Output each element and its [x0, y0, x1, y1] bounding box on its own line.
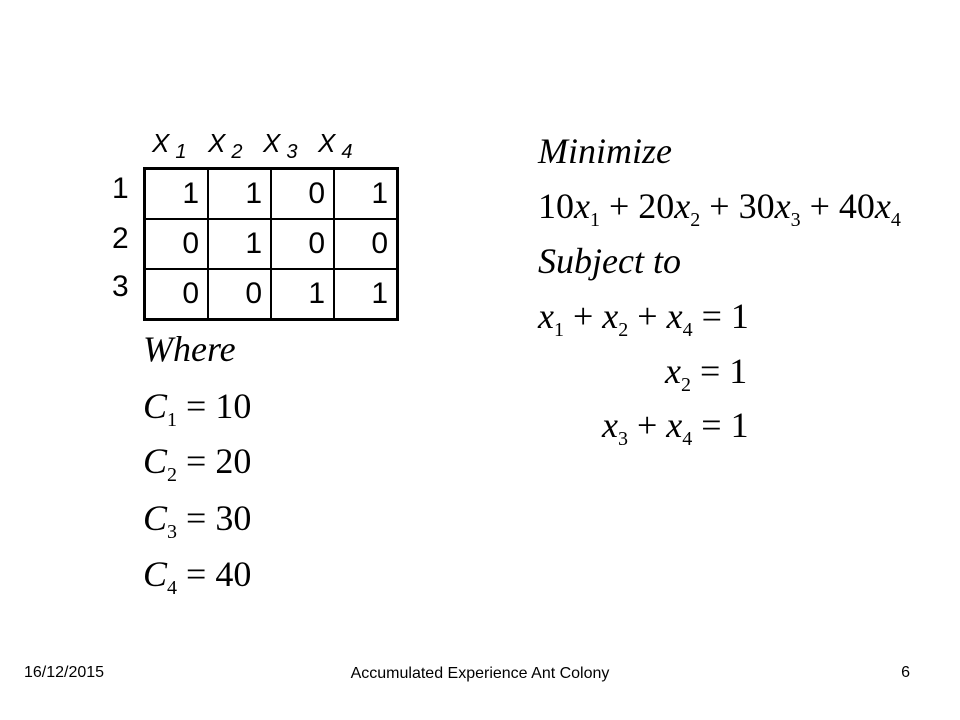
footer-page-number: 6 [901, 664, 910, 681]
matrix-cell: 0 [334, 219, 398, 269]
matrix-cell: 0 [271, 219, 334, 269]
column-header-x2: X $_2$ [208, 128, 243, 163]
matrix-row [145, 169, 398, 220]
row-label-3: 3 [112, 270, 129, 303]
matrix-cell: 1 [208, 219, 271, 269]
column-header-x3: X $_3$ [263, 128, 298, 163]
row-label-1: 1 [112, 172, 129, 205]
cost-equation: $C_1 = 10$ [143, 386, 252, 431]
matrix-row [145, 269, 398, 320]
matrix-cell: 0 [271, 169, 334, 220]
cost-equation: $C_4 = 40$ [143, 554, 252, 599]
matrix-cell: 0 [145, 269, 209, 320]
subject-to-label: Subject to [538, 241, 681, 281]
where-heading: Where [143, 329, 236, 369]
footer-title: Accumulated Experience Ant Colony [350, 665, 610, 682]
matrix-cell: 1 [271, 269, 334, 320]
footer-date: 16/12/2015 [24, 664, 105, 681]
row-label-2: 2 [112, 222, 129, 255]
minimize-label: Minimize [538, 131, 672, 171]
constraint-equation: $x_1 + x_2 + x_4 = 1$ [538, 296, 749, 341]
matrix-cell: 1 [334, 169, 398, 220]
matrix-cell: 0 [208, 269, 271, 320]
column-header-x4: X $_4$ [318, 128, 353, 163]
matrix-cell: 1 [145, 169, 209, 220]
matrix-cell: 1 [334, 269, 398, 320]
matrix-row [145, 219, 398, 269]
constraint-equation: $x_2 = 1$ [665, 351, 748, 396]
cost-equation: $C_3 = 30$ [143, 498, 252, 543]
column-header-x1: X $_1$ [152, 128, 187, 163]
objective-function: $10x_1 + 20x_2 + 30x_3 + 40x_4$ [538, 186, 901, 231]
coverage-matrix [143, 167, 399, 321]
cost-equation: $C_2 = 20$ [143, 441, 252, 486]
matrix-cell: 1 [208, 169, 271, 220]
constraint-equation: $x_3 + x_4 = 1$ [602, 405, 749, 450]
matrix-cell: 0 [145, 219, 209, 269]
